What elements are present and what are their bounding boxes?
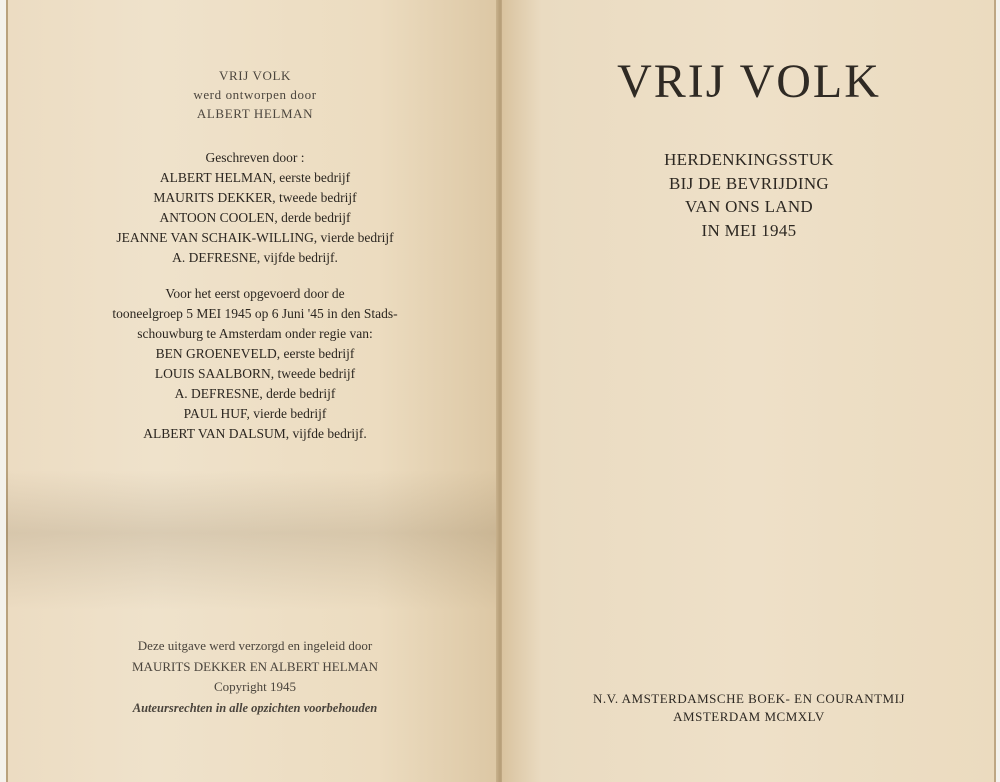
edition-editors: MAURITS DEKKER EN ALBERT HELMAN — [132, 658, 378, 674]
director-line: PAUL HUF, vierde bedrijf — [183, 406, 327, 421]
copyright-line: Copyright 1945 — [214, 679, 296, 694]
performance-line: schouwburg te Amsterdam onder regie van: — [137, 326, 373, 341]
author-line: ALBERT HELMAN, eerste bedrijf — [159, 170, 351, 185]
director-line: A. DEFRESNE, derde bedrijf — [174, 386, 336, 401]
subtitle-line: BIJ DE BEVRIJDING — [669, 173, 829, 193]
subtitle-line: VAN ONS LAND — [685, 197, 813, 216]
director-line: LOUIS SAALBORN, tweede bedrijf — [154, 366, 356, 381]
rights-reserved-line: Auteursrechten in alle opzichten voorbehouden — [132, 700, 378, 715]
author-line: JEANNE VAN SCHAIK-WILLING, vierde bedrijf — [116, 230, 394, 245]
edition-block — [8, 636, 502, 718]
design-credit — [8, 66, 502, 123]
director-line: BEN GROENEVELD, eerste bedrijf — [155, 346, 355, 361]
performance-line: Voor het eerst opgevoerd door de — [165, 286, 345, 301]
right-page — [502, 0, 996, 782]
subtitle-block — [502, 148, 996, 242]
left-page — [6, 0, 500, 782]
subtitle-line: HERDENKINGSSTUK — [664, 150, 834, 169]
authors-block — [8, 148, 502, 268]
author-line: A. DEFRESNE, vijfde bedrijf. — [172, 250, 338, 265]
subtitle-line: IN MEI 1945 — [701, 220, 797, 240]
written-by-heading: Geschreven door : — [205, 150, 305, 165]
performance-block — [8, 284, 502, 444]
book-title: VRIJ VOLK — [617, 55, 881, 108]
author-line: ANTOON COOLEN, derde bedrijf — [159, 210, 351, 225]
publisher-block — [502, 690, 996, 726]
credit-line: werd ontworpen door — [193, 87, 317, 102]
credit-line: VRIJ VOLK — [219, 68, 291, 83]
edition-line: Deze uitgave werd verzorgd en ingeleid door — [137, 638, 373, 653]
credit-line: ALBERT HELMAN — [196, 106, 314, 121]
performance-line: tooneelgroep 5 MEI 1945 op 6 Juni '45 in den Stads- — [112, 306, 398, 321]
director-line: ALBERT VAN DALSUM, vijfde bedrijf. — [143, 426, 367, 441]
author-line: MAURITS DEKKER, tweede bedrijf — [153, 190, 357, 205]
publisher-name: N.V. AMSTERDAMSCHE BOEK- EN COURANTMIJ — [592, 691, 905, 706]
publisher-place-year: AMSTERDAM MCMXLV — [673, 709, 825, 724]
